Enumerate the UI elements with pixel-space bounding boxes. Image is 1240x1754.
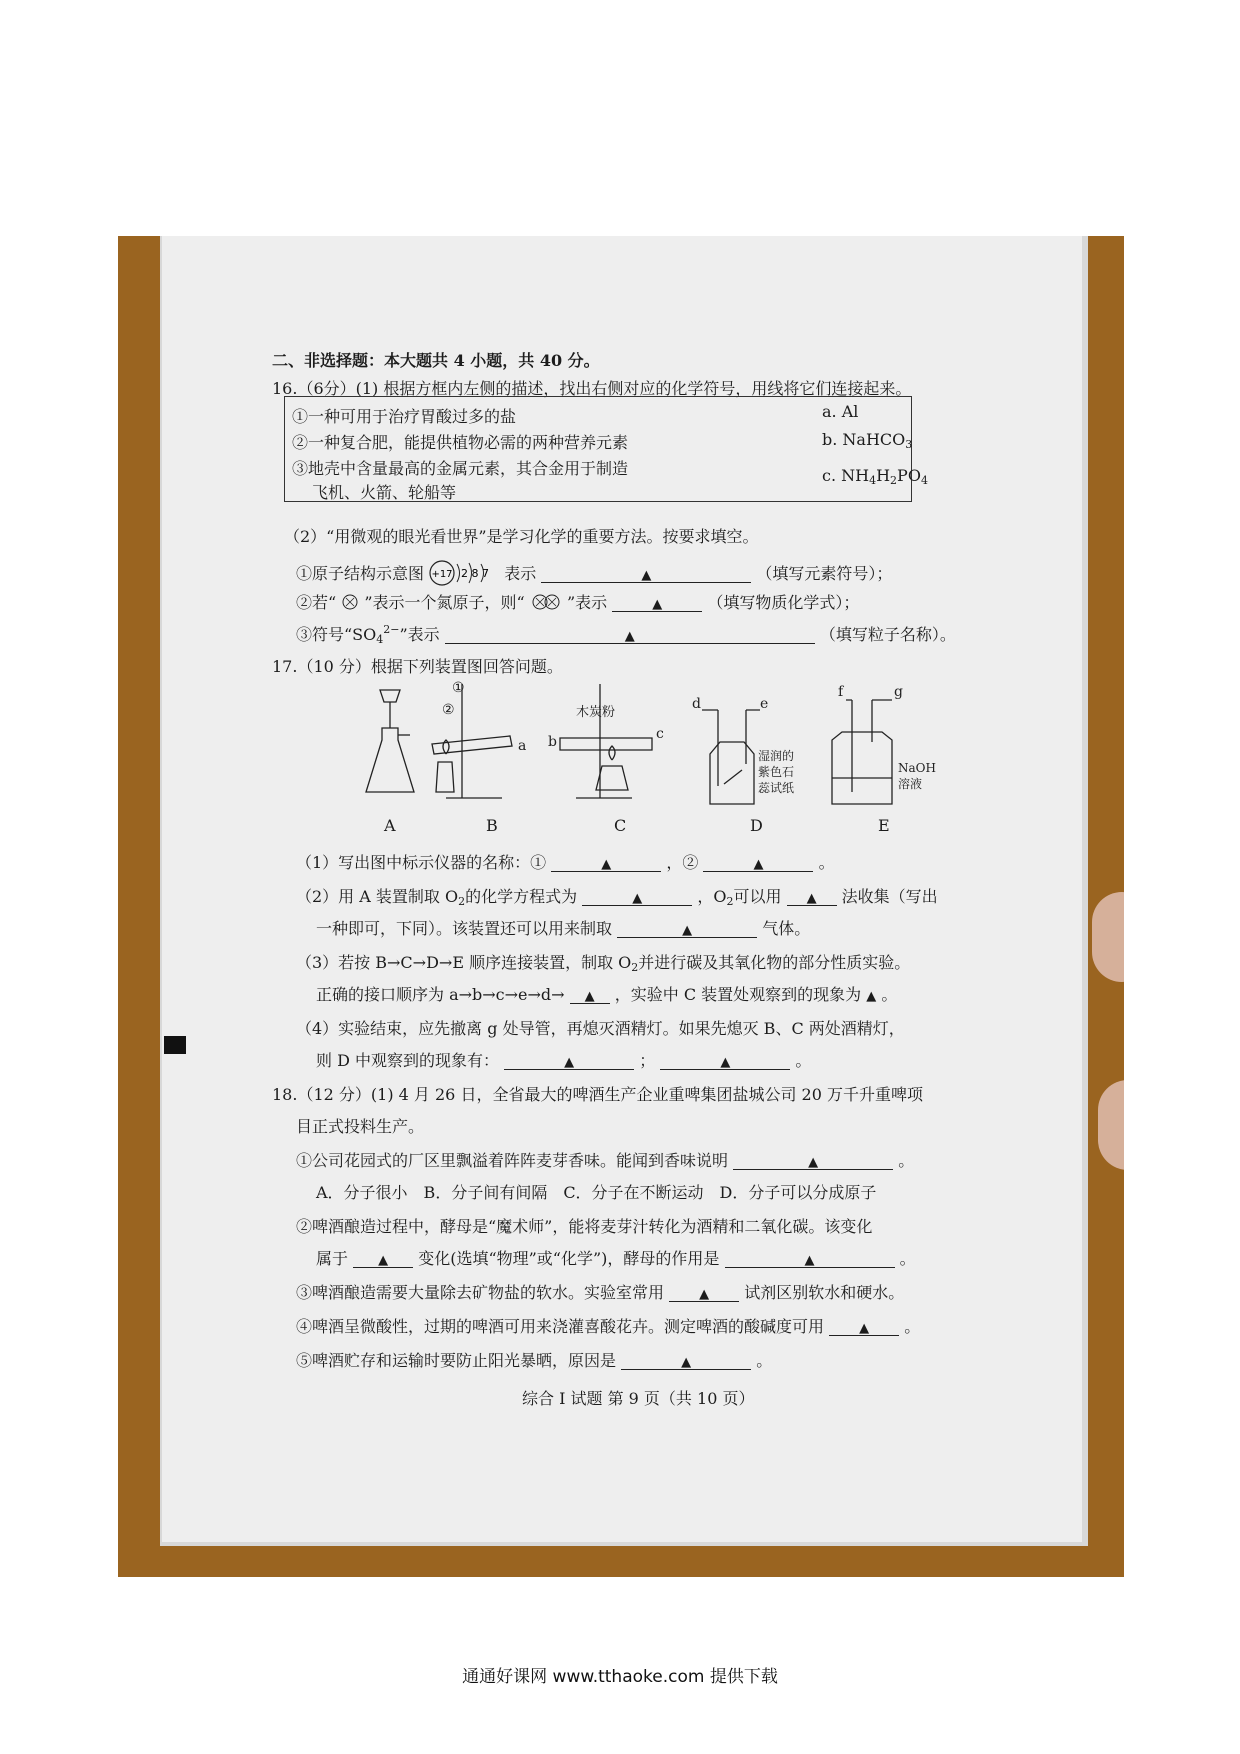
answer-blank[interactable]: ▲: [669, 1285, 739, 1302]
q17-p3-line2: 正确的接口顺序为 a→b→c→e→d→ ▲ ，实验中 C 装置处观察到的现象为 ▲ 。: [316, 985, 898, 1004]
answer-blank[interactable]: ▲: [582, 889, 692, 906]
answer-blank[interactable]: ▲: [703, 855, 813, 872]
q18-s2-line2: 属于 ▲ 变化(选填“物理”或“化学”)，酵母的作用是 ▲ 。: [316, 1249, 916, 1268]
atom-structure-diagram: [429, 558, 499, 588]
label-circle-2: ②: [442, 702, 455, 718]
q17-p3: （3）若按 B→C→D→E 顺序连接装置，制取 $O_2$并进行碳及其氧化物的部分性质实验。: [296, 953, 911, 974]
label-charcoal: 木炭粉: [576, 705, 616, 720]
answer-blank[interactable]: ▲: [504, 1053, 634, 1070]
apparatus-diagram: [362, 680, 1124, 810]
nitrogen-atom-icon: [341, 593, 359, 611]
thumb-bottom: [1098, 1080, 1124, 1170]
q17-p4-line2: 则 D 中观察到的现象有： ▲ ； ▲ 。: [316, 1051, 812, 1070]
answer-blank[interactable]: ▲: [617, 921, 757, 938]
q18-intro-2: 目正式投料生产。: [296, 1117, 425, 1136]
answer-blank[interactable]: ▲: [445, 627, 815, 644]
section-heading: 二、非选择题：本大题共 4 小题，共 40 分。: [272, 351, 600, 370]
answer-blank[interactable]: ▲: [660, 1053, 790, 1070]
q16-left-2: ②一种复合肥，能提供植物必需的两种营养元素: [292, 433, 629, 452]
answer-mark[interactable]: ▲: [866, 989, 877, 1004]
thumb-top: [1092, 892, 1124, 982]
label-g: g: [894, 684, 903, 700]
answer-blank[interactable]: ▲: [541, 566, 751, 583]
label-litmus-2: 紫色石: [758, 765, 795, 779]
label-litmus-3: 蕊试纸: [758, 781, 795, 795]
q16-right-c: c. $NH_4H_2PO_4$: [822, 466, 928, 487]
apparatus-label-b: B: [486, 816, 498, 835]
q17-p1: （1）写出图中标示仪器的名称：① ▲ ，② ▲ 。: [296, 853, 835, 872]
label-naoh-2: 溶液: [898, 777, 923, 791]
registration-mark: [164, 1036, 186, 1054]
label-litmus-1: 湿润的: [758, 749, 795, 763]
q18-s5: ⑤啤酒贮存和运输时要防止阳光暴晒，原因是 ▲ 。: [296, 1351, 773, 1370]
answer-blank[interactable]: ▲: [612, 595, 702, 612]
answer-blank[interactable]: ▲: [551, 855, 661, 872]
answer-blank[interactable]: ▲: [829, 1319, 899, 1336]
q18-intro: 18.（12 分）(1) 4 月 26 日，全省最大的啤酒生产企业重啤集团盐城公司 20 万千升重啤项: [272, 1085, 923, 1104]
answer-blank[interactable]: ▲: [725, 1251, 895, 1268]
answer-blank[interactable]: ▲: [353, 1251, 413, 1268]
label-a: a: [518, 738, 527, 754]
q18-options: A．分子很小 B．分子间有间隔 C．分子在不断运动 D．分子可以分成原子: [316, 1183, 877, 1202]
apparatus-label-a: A: [384, 816, 396, 835]
q16-left-4: 飞机、火箭、轮船等: [312, 483, 457, 502]
q16-right-b: b. NaHCO$_3$: [822, 430, 913, 451]
q17-p4: （4）实验结束，应先撤离 g 处导管，再熄灭酒精灯。如果先熄灭 B、C 两处酒精灯，: [296, 1019, 905, 1038]
q18-s1: ①公司花园式的厂区里飘溢着阵阵麦芽香味。能闻到香味说明 ▲ 。: [296, 1151, 915, 1170]
q16-p2-3: ③符号“$SO_4^{2-}$”表示 ▲ （填写粒子名称）。: [296, 623, 956, 646]
label-b: b: [548, 734, 557, 750]
label-c: c: [656, 726, 664, 742]
atom-shells: 2 8 7: [461, 567, 490, 580]
q16-left-1: ①一种可用于治疗胃酸过多的盐: [292, 407, 517, 426]
exam-photo: [118, 236, 1124, 1577]
q18-s4: ④啤酒呈微酸性，过期的啤酒可用来浇灌喜酸花卉。测定啤酒的酸碱度可用 ▲ 。: [296, 1317, 921, 1336]
label-naoh-1: NaOH: [898, 761, 936, 775]
answer-blank[interactable]: ▲: [570, 987, 610, 1004]
label-e: e: [760, 696, 769, 712]
answer-blank[interactable]: ▲: [733, 1153, 893, 1170]
q17-intro: 17.（10 分）根据下列装置图回答问题。: [272, 657, 563, 676]
atom-nucleus: +17: [431, 569, 453, 580]
site-credit: 通通好课网 www.tthaoke.com 提供下载: [462, 1667, 778, 1687]
apparatus-label-e: E: [878, 816, 890, 835]
label-f: f: [838, 684, 844, 700]
q16-part2-intro: （2）“用微观的眼光看世界”是学习化学的重要方法。按要求填空。: [284, 527, 759, 546]
exam-page: [162, 236, 1082, 1542]
q17-p2: （2）用 A 装置制取 $O_2$的化学方程式为 ▲ ，$O_2$可以用 ▲ 法收集（写出: [296, 887, 938, 908]
label-d: d: [692, 696, 701, 712]
label-circle-1: ①: [452, 680, 465, 696]
q16-p2-2: ②若“ ”表示一个氮原子，则“ ”表示 ▲ （填写物质化学式）；: [296, 593, 860, 612]
q17-p2-line2: 一种即可，下同）。该装置还可以用来制取 ▲ 气体。: [316, 919, 811, 938]
q18-s3: ③啤酒酿造需要大量除去矿物盐的软水。实验室常用 ▲ 试剂区别软水和硬水。: [296, 1283, 905, 1302]
apparatus-label-c: C: [614, 816, 627, 835]
q16-left-3: ③地壳中含量最高的金属元素，其合金用于制造: [292, 459, 629, 478]
q16-p2-1: ①原子结构示意图 +17 2 8 7 表示 ▲ （填写元素符号）；: [296, 558, 892, 588]
answer-blank[interactable]: ▲: [621, 1353, 751, 1370]
page-footer: 综合 I 试题 第 9 页（共 10 页）: [522, 1389, 755, 1408]
q16-intro: 16.（6分）(1) 根据方框内左侧的描述，找出右侧对应的化学符号，用线将它们连接起来。: [272, 379, 912, 398]
nitrogen-molecule-icon: [530, 593, 562, 611]
q16-right-a: a. Al: [822, 402, 859, 421]
answer-blank[interactable]: ▲: [787, 889, 837, 906]
q18-s2: ②啤酒酿造过程中，酵母是“魔术师”，能将麦芽汁转化为酒精和二氧化碳。该变化: [296, 1217, 873, 1236]
apparatus-label-d: D: [750, 816, 763, 835]
